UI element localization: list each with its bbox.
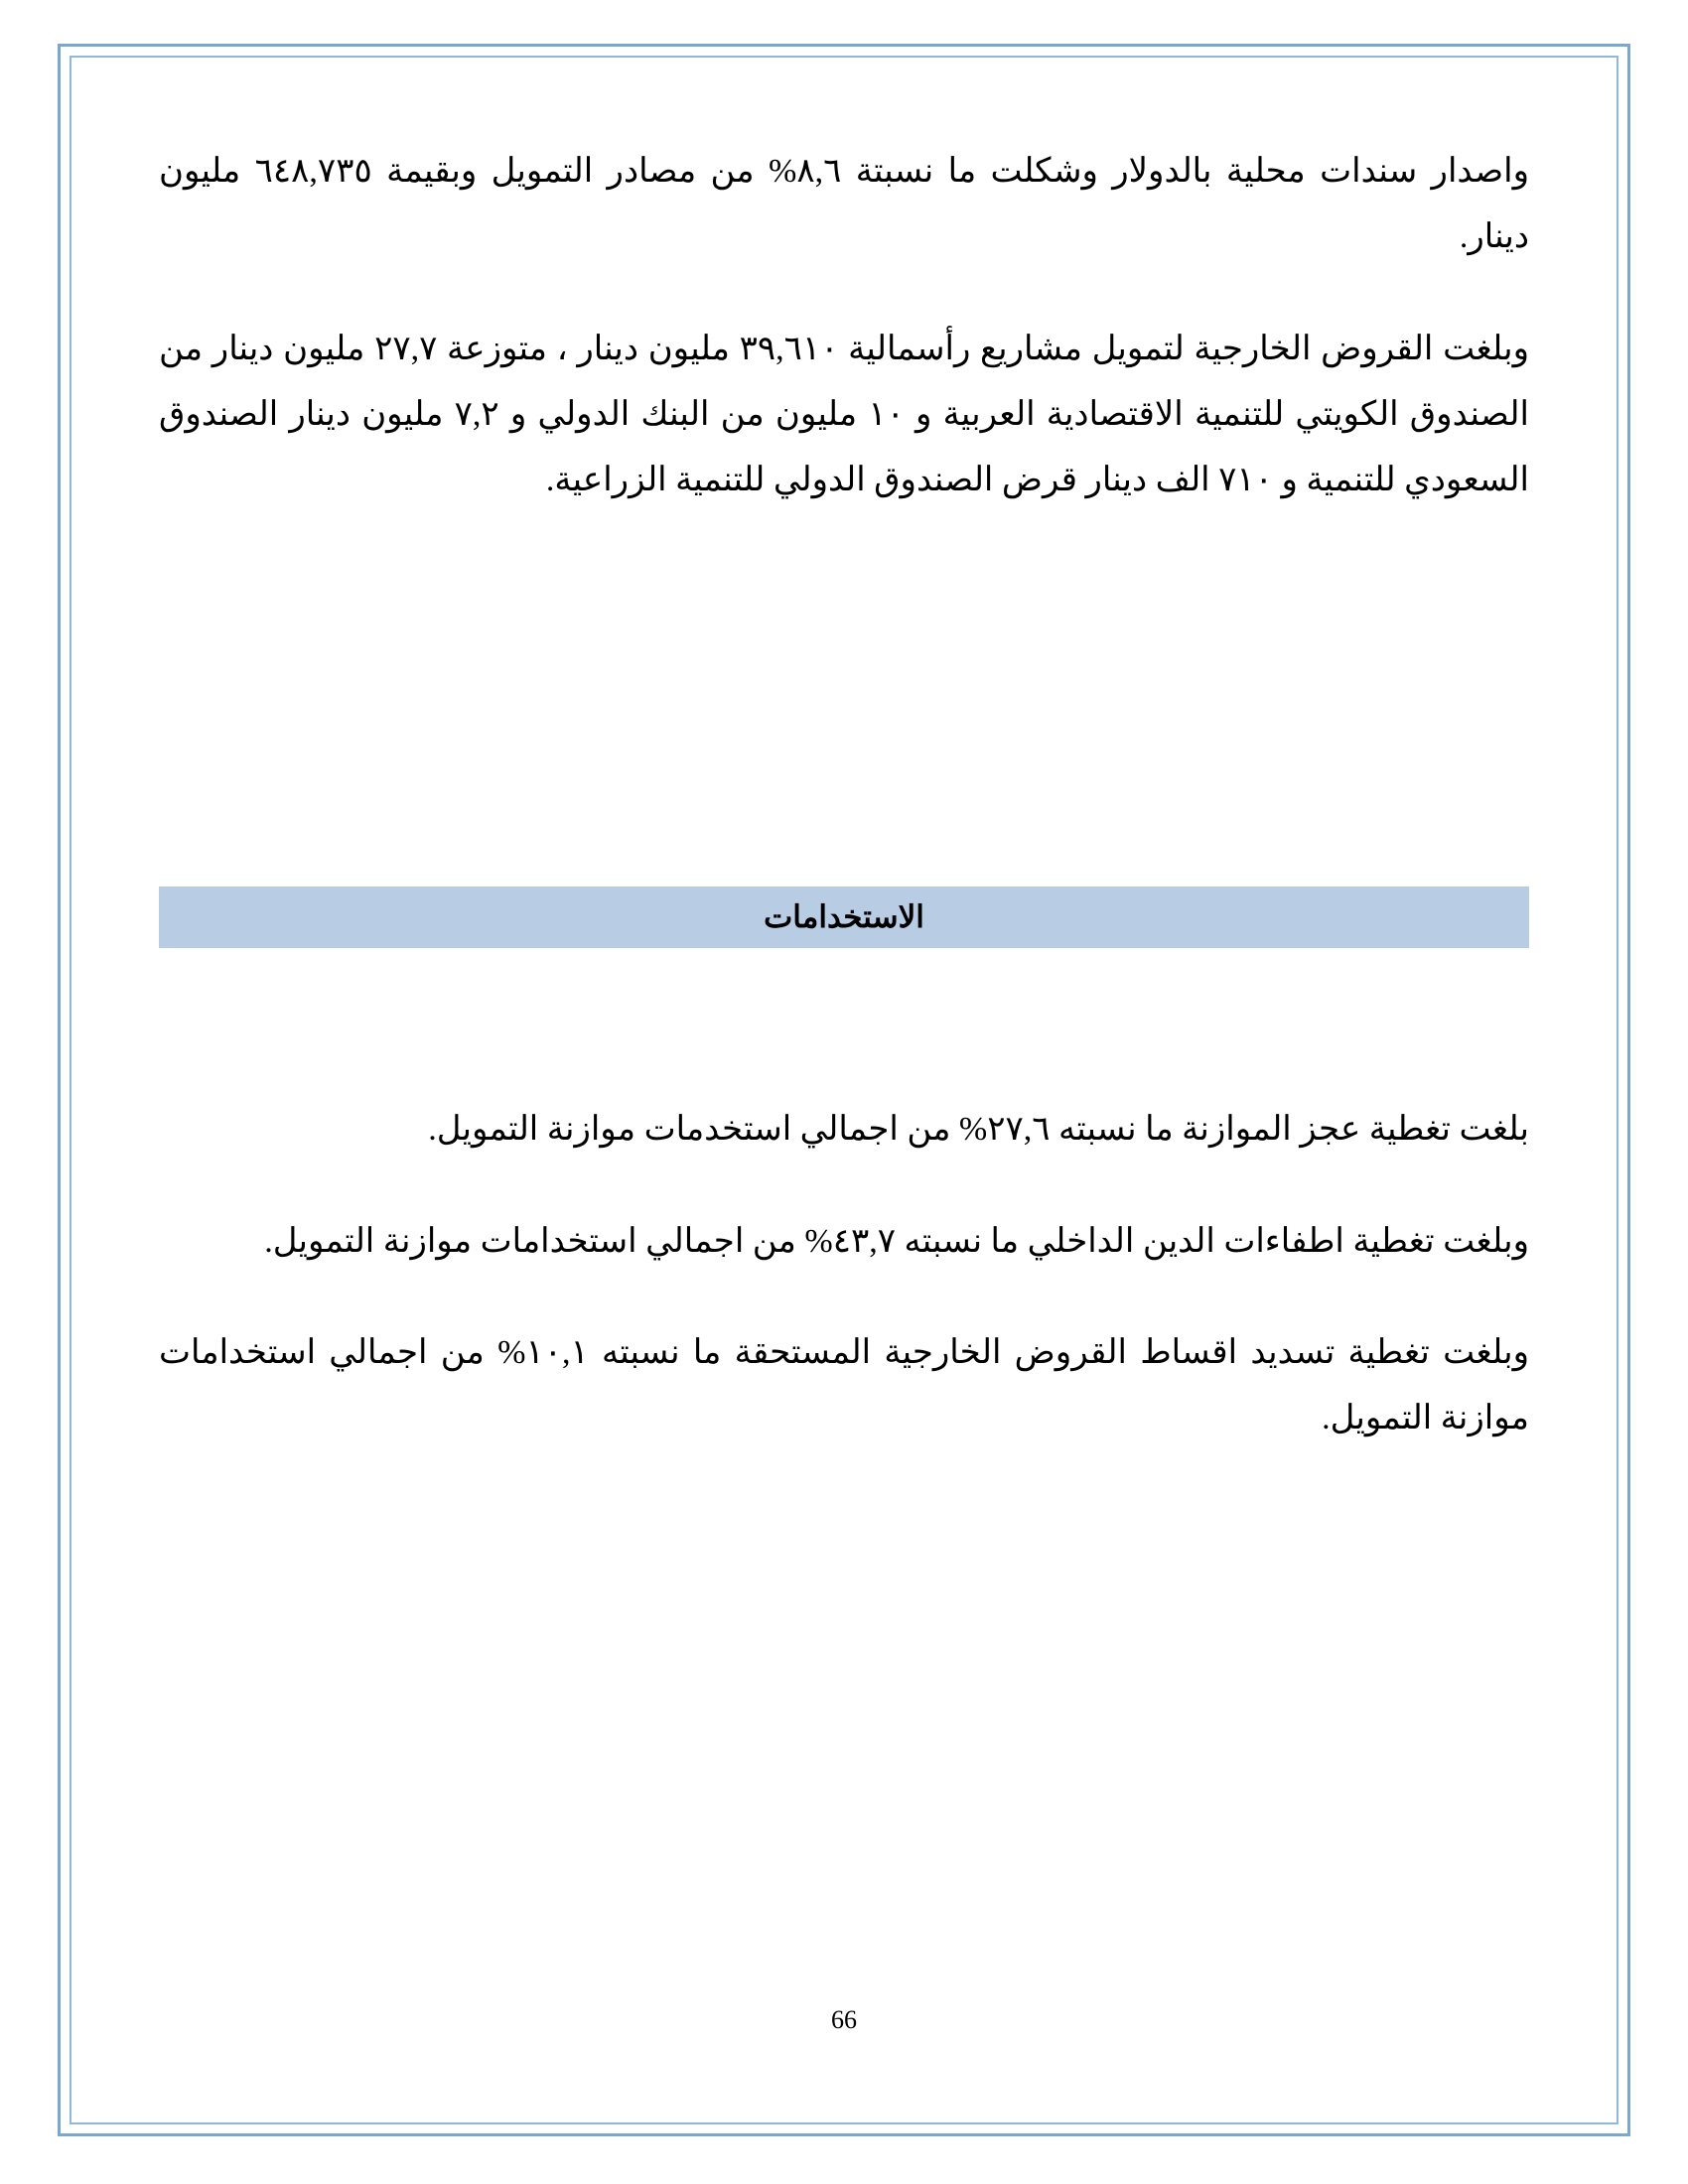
section-heading-spacer xyxy=(159,948,1529,1097)
paragraph-local-bonds: واصدار سندات محلية بالدولار وشكلت ما نسبتة ٨,٦% من مصادر التمويل وبقيمة ٦٤٨,٧٣٥ مليون دينار. xyxy=(159,153,1529,256)
paragraph-deficit-coverage: بلغت تغطية عجز الموازنة ما نسبته ٢٧,٦% من اجمالي استخدمات موازنة التمويل. xyxy=(428,1111,1529,1149)
vertical-spacer xyxy=(159,559,1529,887)
paragraph-domestic-debt-amortization: وبلغت تغطية اطفاءات الدين الداخلي ما نسبته ٤٣,٧% من اجمالي استخدامات موازنة التمويل. xyxy=(264,1222,1529,1260)
page-content xyxy=(159,139,1529,2005)
section-heading-uses xyxy=(159,887,1529,948)
paragraph-external-loan-installments: وبلغت تغطية تسديد اقساط القروض الخارجية المستحقة ما نسبته ١٠,١% من اجمالي استخدامات موازنة التمويل. xyxy=(159,1334,1530,1437)
section-heading-label: الاستخدامات xyxy=(764,899,924,935)
paragraph-external-loans: وبلغت القروض الخارجية لتمويل مشاريع رأسمالية ٣٩,٦١٠ مليون دينار ، متوزعة ٢٧,٧ مليون دينار من الصندوق الكويتي للتنمية الاقتصادية العربية و ١٠ مليون من البنك الدولي و ٧,٢ مليون دينار الصندوق السعودي للتنمية و ٧١٠ الف دينار قرض الصندوق الدولي للتنمية الزراعية. xyxy=(159,330,1529,499)
page-number: 66 xyxy=(831,2005,857,2034)
